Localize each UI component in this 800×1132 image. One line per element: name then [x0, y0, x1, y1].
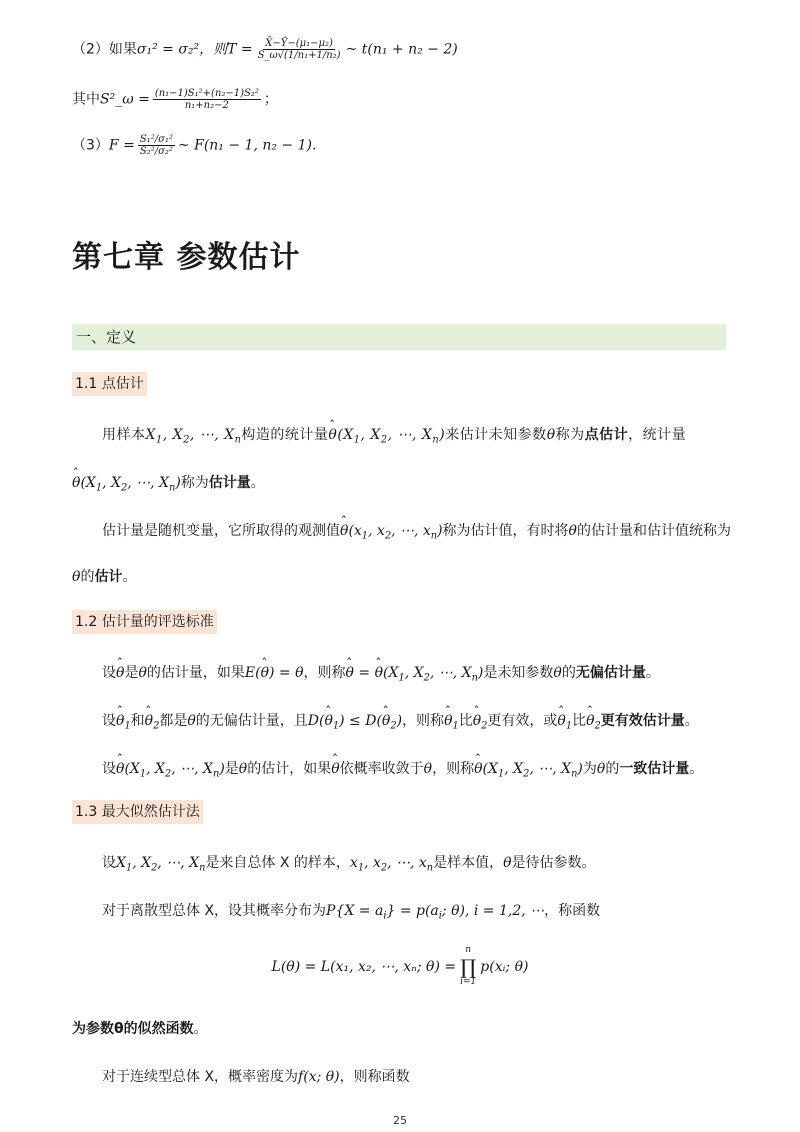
text: 是样本值， — [433, 855, 504, 871]
text: 。 — [645, 665, 660, 681]
estimator-expression: ˆ $\theta(X_1$, $X_2$, ⋯, $X_n$) — [474, 761, 583, 777]
text: ，称函数 — [544, 903, 601, 919]
section-definition-heading: 一、定义 — [72, 324, 726, 350]
likelihood-formula — [0, 946, 800, 988]
pooled-variance-line — [72, 88, 278, 111]
text: 是未知参数 — [483, 665, 554, 681]
subsection-point-estimation: 1.1 点估计 — [72, 372, 147, 396]
formula-2-t: T = — [227, 41, 253, 58]
text: 。 — [689, 761, 704, 777]
term-more-efficient: 更有效估计量 — [600, 713, 685, 729]
formula-3 — [72, 134, 316, 157]
formula-3-denominator: S₂²/σ₂² — [139, 146, 173, 157]
theta-symbol: θ — [423, 761, 433, 777]
term-point-estimate: 点估计 — [584, 427, 629, 443]
formula-3-distribution: ~ F(n₁ − 1, n₂ − 1). — [177, 137, 317, 154]
text: 设 — [102, 855, 116, 871]
text: 。 — [250, 475, 265, 491]
pooled-variance-fraction — [153, 88, 261, 111]
theta-hat-1: ˆ $\theta_1$ — [557, 713, 572, 729]
term-consistent-estimator: 一致估计量 — [619, 761, 690, 777]
paragraph-point-estimate-line2 — [72, 472, 265, 493]
formula-2-numerator: X̄−Ȳ−(μ₁−μ₂) — [265, 38, 333, 49]
theta-symbol: θ — [187, 713, 196, 729]
text: ，则称 — [303, 665, 346, 681]
text: 的无偏估计量，且 — [195, 713, 308, 729]
text: 和 — [130, 713, 145, 729]
text: ，统计量 — [628, 427, 687, 443]
text: 的估计，如果 — [247, 761, 332, 777]
likelihood-term: p(xᵢ; θ) — [480, 958, 529, 975]
subsection-mle: 1.3 最大似然估计法 — [72, 800, 203, 824]
sample-variables: $X_1$, $X_2$, ⋯, $X_n$ — [116, 855, 206, 874]
pooled-variance-lhs: S²_ω = — [100, 91, 150, 108]
expectation-condition: E(ˆ θ) = θ — [245, 665, 304, 681]
paragraph-efficiency — [102, 710, 699, 731]
text: 称为 — [555, 427, 585, 443]
probability-distribution: $P\{X = a_i\} = p(a_i$; θ), i = 1,2, ⋯ — [326, 903, 545, 922]
theta-symbol: θ — [138, 665, 147, 681]
text: ，则称 — [432, 761, 475, 777]
text: 称为 — [180, 475, 209, 491]
estimator-expression: ˆ $\theta(X_1$, $X_2$, ⋯, $X_n$) — [328, 427, 445, 443]
theta-hat-2: ˆ $\theta_2$ — [145, 713, 160, 729]
theta-hat-1: ˆ $\theta_1$ — [116, 713, 131, 729]
paragraph-unbiased — [102, 662, 660, 683]
theta-symbol: θ — [238, 761, 248, 777]
text: ，则称 — [402, 713, 445, 729]
text: 估计量是随机变量，它所取得的观测值 — [102, 523, 340, 539]
density-function: f(x; θ) — [298, 1069, 340, 1085]
formula-3-numerator: S₁²/σ₁² — [139, 134, 173, 145]
paragraph-mle-continuous — [102, 1066, 410, 1086]
text: 用样本 — [102, 427, 146, 443]
text: 来估计未知参数 — [445, 427, 547, 443]
sample-values: $x_1$, $x_2$, ⋯, $x_n$ — [349, 855, 434, 874]
text: 。 — [684, 713, 699, 729]
subsection-criteria: 1.2 估计量的评选标准 — [72, 610, 217, 634]
text: 是来自总体 X 的样本， — [205, 855, 350, 871]
formula-2-denominator: S_ω√(1/n₁+1/n₂) — [257, 50, 341, 61]
theta-hat-1: ˆ $\theta_1$ — [444, 713, 459, 729]
estimator-expression: ˆ $\theta(X_1$, $X_2$, ⋯, $X_n$) — [116, 761, 225, 777]
paragraph-mle-discrete — [102, 900, 600, 921]
text: 设 — [102, 665, 116, 681]
text: 构造的统计量 — [241, 427, 329, 443]
text: 。 — [193, 1021, 208, 1037]
formula-2 — [72, 38, 458, 61]
text: 。 — [122, 569, 137, 585]
product-symbol: ∏ — [460, 954, 477, 979]
product-upper: n — [465, 945, 472, 955]
text: 的 — [561, 665, 576, 681]
paragraph-likelihood-function — [72, 1018, 208, 1038]
text: 对于离散型总体 X，设其概率分布为 — [102, 903, 327, 919]
product-operator — [460, 946, 476, 988]
text: 的 — [80, 569, 95, 585]
formula-2-distribution: ~ t(n₁ + n₂ − 2) — [345, 41, 458, 58]
pooled-variance-prefix: 其中 — [72, 91, 100, 108]
paragraph-consistency — [102, 758, 703, 779]
text: 对于连续型总体 X，概率密度为 — [102, 1069, 299, 1085]
text: 更有效，或 — [487, 713, 558, 729]
estimator-expression: ˆ $\theta(X_1$, $X_2$, ⋯, $X_n$) — [72, 475, 181, 491]
text: 比 — [458, 713, 473, 729]
pooled-variance-suffix: ； — [263, 91, 278, 108]
text: 设 — [102, 713, 116, 729]
text: 的估计量，如果 — [146, 665, 245, 681]
formula-2-fraction — [256, 38, 343, 61]
paragraph-estimate-line1 — [102, 520, 731, 541]
term-estimator: 估计量 — [208, 475, 251, 491]
estimator-expression: ˆ θ = ˆ $\theta(X_1$, $X_2$, ⋯, $X_n$) — [346, 665, 484, 681]
formula-2-label: （2）如果 — [72, 41, 137, 58]
term-unbiased-estimator: 无偏估计量 — [575, 665, 646, 681]
text: 为 — [582, 761, 597, 777]
text: 设 — [102, 761, 116, 777]
page-number: 25 — [393, 1114, 407, 1127]
term-estimate: 估计 — [94, 569, 123, 585]
theta-symbol: θ — [568, 523, 577, 539]
formula-2-condition: σ₁² = σ₂²，则 — [136, 41, 228, 58]
pooled-variance-denominator: n₁+n₂−2 — [184, 100, 229, 111]
sample-variables: $X_1$, $X_2$, ⋯, $X_n$ — [145, 427, 242, 446]
text: 是 — [124, 665, 139, 681]
text: ，则称函数 — [339, 1069, 410, 1085]
text: 的 — [605, 761, 620, 777]
theta-symbol: θ — [546, 427, 556, 443]
formula-3-f: F = — [108, 137, 135, 154]
text: 称为估计值，有时将 — [442, 523, 569, 539]
theta-symbol: θ — [596, 761, 606, 777]
pooled-variance-numerator: (n₁−1)S₁²+(n₂−1)S₂² — [154, 88, 259, 99]
paragraph-estimate-line2 — [72, 566, 136, 586]
paragraph-point-estimate-line1 — [102, 424, 686, 445]
theta-symbol: θ — [503, 855, 512, 871]
text: 都是 — [159, 713, 188, 729]
theta-hat: ˆ θ — [331, 761, 339, 777]
term-likelihood-function: 为参数θ的似然函数 — [72, 1021, 194, 1037]
theta-symbol: θ — [72, 569, 81, 585]
theta-hat: ˆ θ — [116, 665, 124, 681]
formula-3-label: （3） — [72, 137, 109, 154]
text: 的估计量和估计值统称为 — [576, 523, 731, 539]
likelihood-lhs: L(θ) = L(x₁, x₂, ⋯, xₙ; θ) = — [271, 958, 457, 975]
text: 比 — [572, 713, 587, 729]
variance-condition: D(ˆ $\theta_1$) ≤ D(ˆ $\theta_2$) — [308, 713, 402, 729]
chapter-title: 第七章 参数估计 — [72, 240, 301, 275]
theta-hat-2: ˆ $\theta_2$ — [586, 713, 601, 729]
theta-symbol: θ — [553, 665, 562, 681]
text: 是 — [224, 761, 239, 777]
estimate-expression: ˆ $\theta(x_1$, $x_2$, ⋯, $x_n$) — [340, 523, 443, 539]
product-lower: i=1 — [460, 976, 477, 987]
text: 依概率收敛于 — [339, 761, 424, 777]
paragraph-mle-sample — [102, 852, 596, 873]
formula-3-fraction — [138, 134, 175, 157]
theta-hat-2: ˆ $\theta_2$ — [473, 713, 488, 729]
text: 是待估参数。 — [511, 855, 596, 871]
